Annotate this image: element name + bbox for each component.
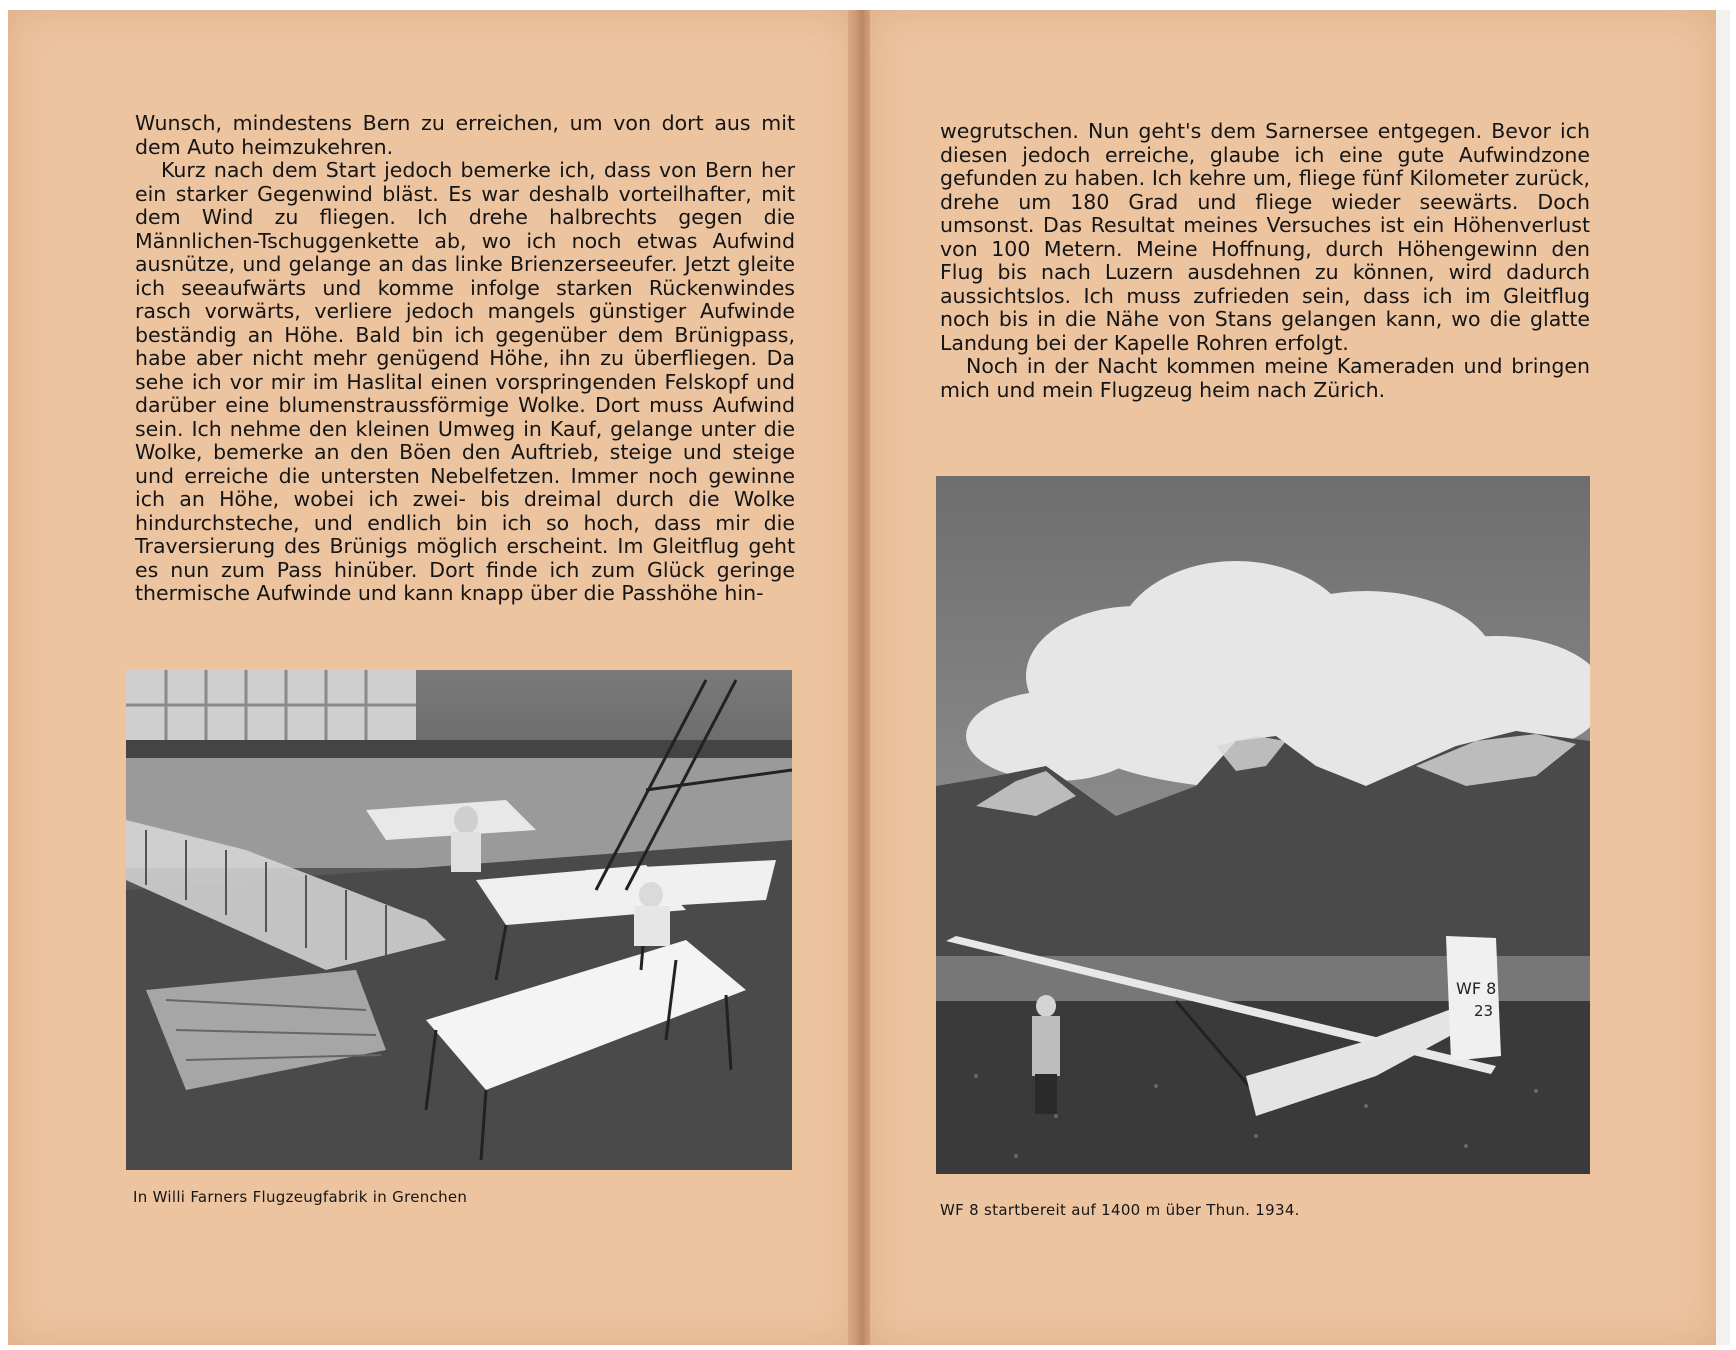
- glider-tail-marking: WF 8: [1456, 979, 1497, 998]
- glider-photo: [936, 476, 1590, 1174]
- glider-tail-number: 23: [1474, 1002, 1494, 1020]
- left-photo-caption: In Willi Farners Flugzeugfabrik in Grenchen: [133, 1188, 468, 1206]
- left-paragraph-1: Wunsch, mindestens Bern zu erreichen, um von dort aus mit dem Auto heimzukehren.: [135, 111, 795, 159]
- right-page: [870, 10, 1716, 1345]
- left-page-text: [135, 112, 795, 606]
- workshop-photo: [126, 670, 792, 1170]
- left-paragraph-2: Kurz nach dem Start jedoch bemerke ich, dass von Bern her ein starker Gegenwind bläst. Es war deshalb vorteilhafter, mit dem Wind zu fliegen. Ich drehe halbrechts gegen die Männlichen-Tschuggenkette ab, wo ich noch etwas Aufwind ausnütze, und gelange an das linke Brienzerseeufer. Jetzt gleite ich seeaufwärts und komme infolge starken Rückenwindes rasch vorwärts, verliere jedoch mangels günstiger Aufwinde beständig an Höhe. Bald bin ich gegenüber dem Brünigpass, habe aber nicht mehr genügend Höhe, ihn zu überfliegen. Da sehe ich vor mir im Haslital einen vorspringenden Felskopf und darüber eine blumenstraussförmige Wolke. Dort muss Aufwind sein. Ich nehme den kleinen Umweg in Kauf, gelange unter die Wolke, bemerke an den Böen den Auftrieb, steige und steige und erreiche die untersten Nebelfetzen. Immer noch gewinne ich an Höhe, wobei ich zwei- bis dreimal durch die Wolke hindurchsteche, und endlich bin ich so hoch, dass mir die Traversierung des Brünigs möglich erscheint. Im Gleitflug geht es nun zum Pass hinüber. Dort finde ich zum Glück geringe thermische Aufwinde und kann knapp über die Passhöhe hin-: [135, 158, 795, 605]
- book-spread: [8, 10, 1730, 1345]
- right-paragraph-2: Noch in der Nacht kommen meine Kameraden und bringen mich und mein Flugzeug heim nach Zürich.: [940, 354, 1590, 402]
- right-paragraph-1: wegrutschen. Nun geht's dem Sarnersee entgegen. Bevor ich diesen jedoch erreiche, glaube ich eine gute Aufwindzone gefunden zu haben. Ich kehre um, fliege fünf Kilometer zurück, drehe um 180 Grad und fliege wieder seewärts. Doch umsonst. Das Resultat meines Versuches ist ein Höhenverlust von 100 Metern. Meine Hoffnung, durch Höhengewinn den Flug bis nach Luzern ausdehnen zu können, wird dadurch aussichtslos. Ich muss zufrieden sein, dass ich im Gleitflug noch bis in die Nähe von Stans gelangen kann, wo die glatte Landung bei der Kapelle Rohren erfolgt.: [940, 119, 1590, 355]
- left-page: [8, 10, 854, 1345]
- right-photo-caption: WF 8 startbereit auf 1400 m über Thun. 1934.: [940, 1201, 1300, 1219]
- right-page-text: [940, 120, 1590, 402]
